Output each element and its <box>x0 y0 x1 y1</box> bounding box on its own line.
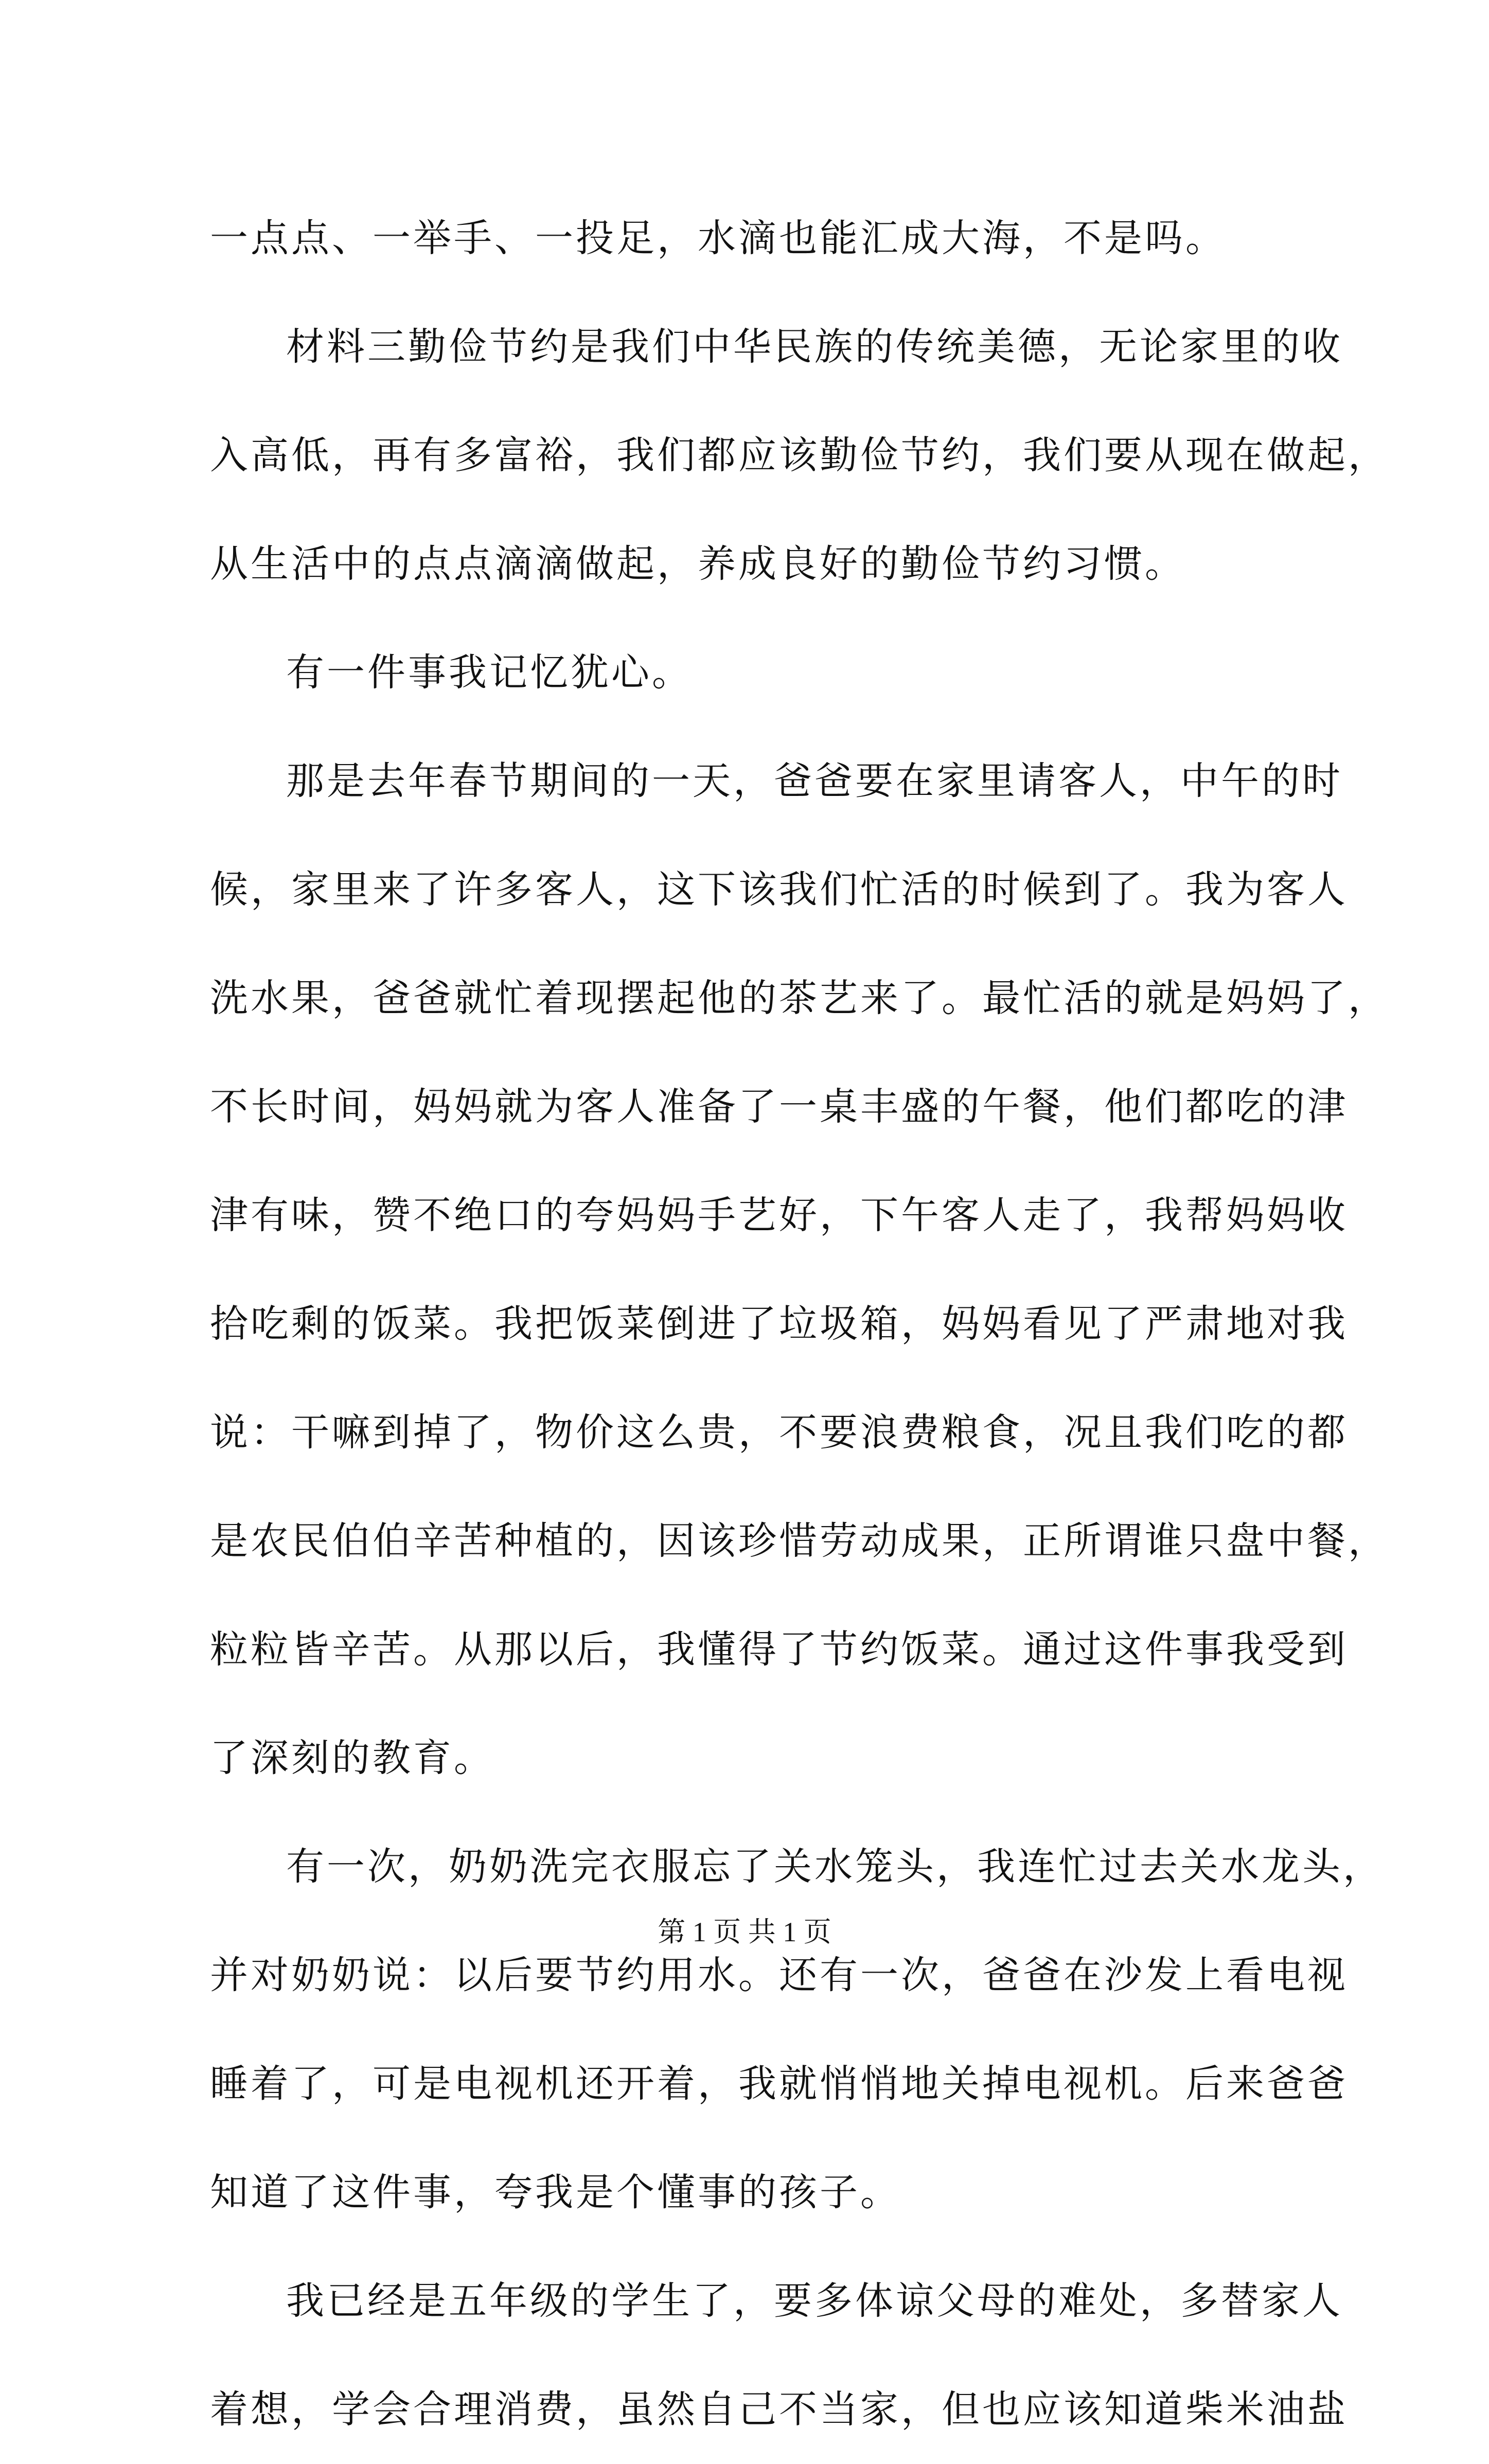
text-line: 从生活中的点点滴滴做起，养成良好的勤俭节约习惯。 <box>210 542 1185 586</box>
text-line: 粒粒皆辛苦。从那以后，我懂得了节约饭菜。通过这件事我受到 <box>210 1627 1348 1672</box>
text-line: 说：干嘛到掉了，物价这么贵，不要浪费粮食，况且我们吃的都 <box>210 1410 1348 1455</box>
text-line: 津有味，赞不绝口的夸妈妈手艺好，下午客人走了，我帮妈妈收 <box>210 1193 1348 1237</box>
text-line: 是农民伯伯辛苦种植的，因该珍惜劳动成果，正所谓谁只盘中餐， <box>210 1519 1389 1563</box>
text-line: 洗水果，爸爸就忙着现摆起他的茶艺来了。最忙活的就是妈妈了， <box>210 976 1389 1020</box>
paragraph-first-line: 有一次，奶奶洗完衣服忘了关水笼头，我连忙过去关水龙头， <box>286 1845 1384 1889</box>
paragraph-first-line: 材料三勤俭节约是我们中华民族的传统美德，无论家里的收 <box>286 325 1343 369</box>
document-body <box>210 184 1389 2464</box>
text-line: 着想，学会合理消费，虽然自己不当家，但也应该知道柴米油盐 <box>210 2387 1348 2432</box>
paragraph-first-line: 那是去年春节期间的一天，爸爸要在家里请客人，中午的时 <box>286 759 1343 803</box>
text-line: 一点点、一举手、一投足，水滴也能汇成大海，不是吗。 <box>210 216 1226 260</box>
text-line: 不长时间，妈妈就为客人准备了一桌丰盛的午餐，他们都吃的津 <box>210 1085 1348 1129</box>
text-line: 知道了这件事，夸我是个懂事的孩子。 <box>210 2170 901 2214</box>
text-line: 了深刻的教育。 <box>210 1736 494 1780</box>
text-line: 并对奶奶说：以后要节约用水。还有一次，爸爸在沙发上看电视 <box>210 1953 1348 1997</box>
text-line: 拾吃剩的饭菜。我把饭菜倒进了垃圾箱，妈妈看见了严肃地对我 <box>210 1302 1348 1346</box>
paragraph-first-line: 有一件事我记忆犹心。 <box>286 650 693 695</box>
text-line: 候，家里来了许多客人，这下该我们忙活的时候到了。我为客人 <box>210 867 1348 912</box>
text-line: 睡着了，可是电视机还开着，我就悄悄地关掉电视机。后来爸爸 <box>210 2062 1348 2106</box>
page-footer: 第 1 页 共 1 页 <box>658 1917 831 1947</box>
paragraph-first-line: 我已经是五年级的学生了，要多体谅父母的难处，多替家人 <box>286 2279 1343 2323</box>
text-line: 入高低，再有多富裕，我们都应该勤俭节约，我们要从现在做起， <box>210 433 1389 477</box>
